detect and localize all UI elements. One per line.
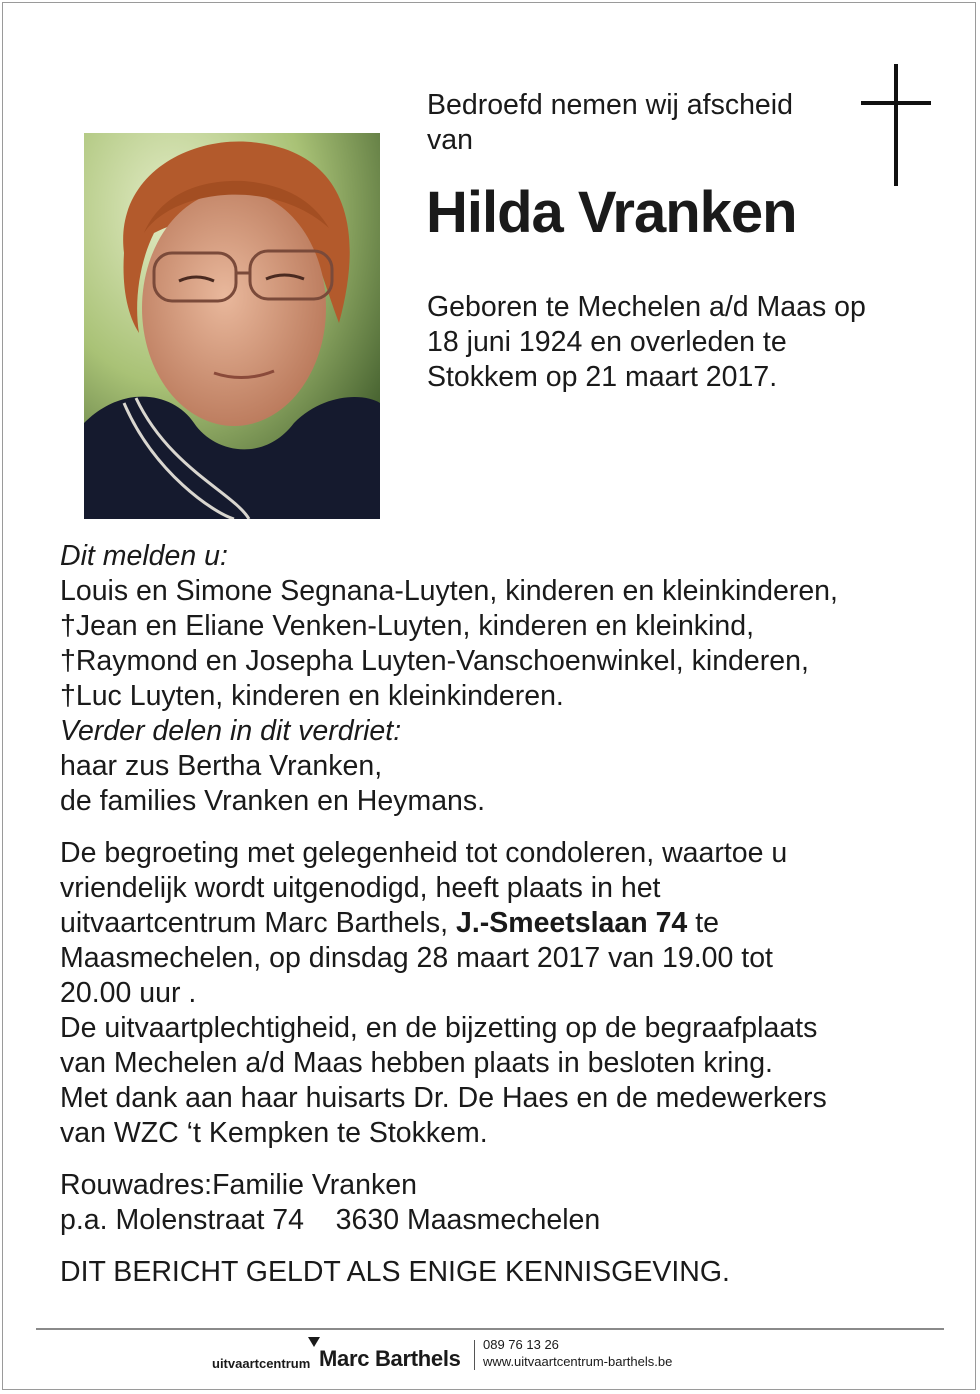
notice-text: DIT BERICHT GELDT ALS ENIGE KENNISGEVING. (60, 1256, 730, 1288)
ceremony-text: te (687, 907, 719, 939)
announce-heading: Dit melden u: (60, 540, 228, 572)
family-line: †Raymond en Josepha Luyten-Vanschoenwinkel, kinderen, (60, 645, 809, 677)
intro-line: van (427, 124, 473, 156)
venue-address: J.-Smeetslaan 74 (455, 907, 688, 939)
address-line: Rouwadres:Familie Vranken (60, 1169, 417, 1201)
born-line: Stokkem op 21 maart 2017. (427, 361, 778, 393)
footer-website: www.uitvaartcentrum-barthels.be (483, 1354, 673, 1369)
footer (212, 1334, 772, 1374)
further-line: de families Vranken en Heymans. (60, 785, 486, 817)
intro-text (427, 88, 847, 158)
family-line: †Luc Luyten, kinderen en kleinkinderen. (60, 680, 564, 712)
ceremony-line: De begroeting met gelegenheid tot condoleren, waartoe u (60, 837, 788, 869)
born-line: Geboren te Mechelen a/d Maas op (427, 291, 866, 323)
ceremony-line: Maasmechelen, op dinsdag 28 maart 2017 van 19.00 tot (60, 942, 773, 974)
further-heading: Verder delen in dit verdriet: (60, 715, 402, 747)
ceremony-text: uitvaartcentrum Marc Barthels, (60, 907, 456, 939)
portrait-photo (84, 133, 380, 519)
footer-separator (474, 1340, 475, 1370)
deceased-name: Hilda Vranken (426, 180, 797, 245)
ceremony-line: De uitvaartplechtigheid, en de bijzetting op de begraafplaats (60, 1012, 818, 1044)
cross-icon (861, 64, 931, 186)
ceremony-line (60, 906, 960, 941)
family-line: †Jean en Eliane Venken-Luyten, kinderen en kleinkind, (60, 610, 754, 642)
address-line: p.a. Molenstraat 74 3630 Maasmechelen (60, 1204, 601, 1236)
footer-phone: 089 76 13 26 (483, 1337, 559, 1352)
ceremony-line: vriendelijk wordt uitgenodigd, heeft plaats in het (60, 872, 661, 904)
ceremony-line: Met dank aan haar huisarts Dr. De Haes en de medewerkers (60, 1082, 827, 1114)
footer-brand: Marc Barthels (319, 1346, 461, 1371)
ceremony-line: 20.00 uur . (60, 977, 197, 1009)
birth-death-text (427, 290, 927, 395)
announcement-body (60, 539, 960, 1290)
intro-line: Bedroefd nemen wij afscheid (427, 89, 793, 121)
further-line: haar zus Bertha Vranken, (60, 750, 383, 782)
born-line: 18 juni 1924 en overleden te (427, 326, 787, 358)
ceremony-line: van Mechelen a/d Maas hebben plaats in besloten kring. (60, 1047, 773, 1079)
footer-prefix: uitvaartcentrum (212, 1356, 311, 1371)
family-line: Louis en Simone Segnana-Luyten, kinderen en kleinkinderen, (60, 575, 838, 607)
footer-divider (36, 1328, 944, 1330)
ceremony-line: van WZC ‘t Kempken te Stokkem. (60, 1117, 488, 1149)
